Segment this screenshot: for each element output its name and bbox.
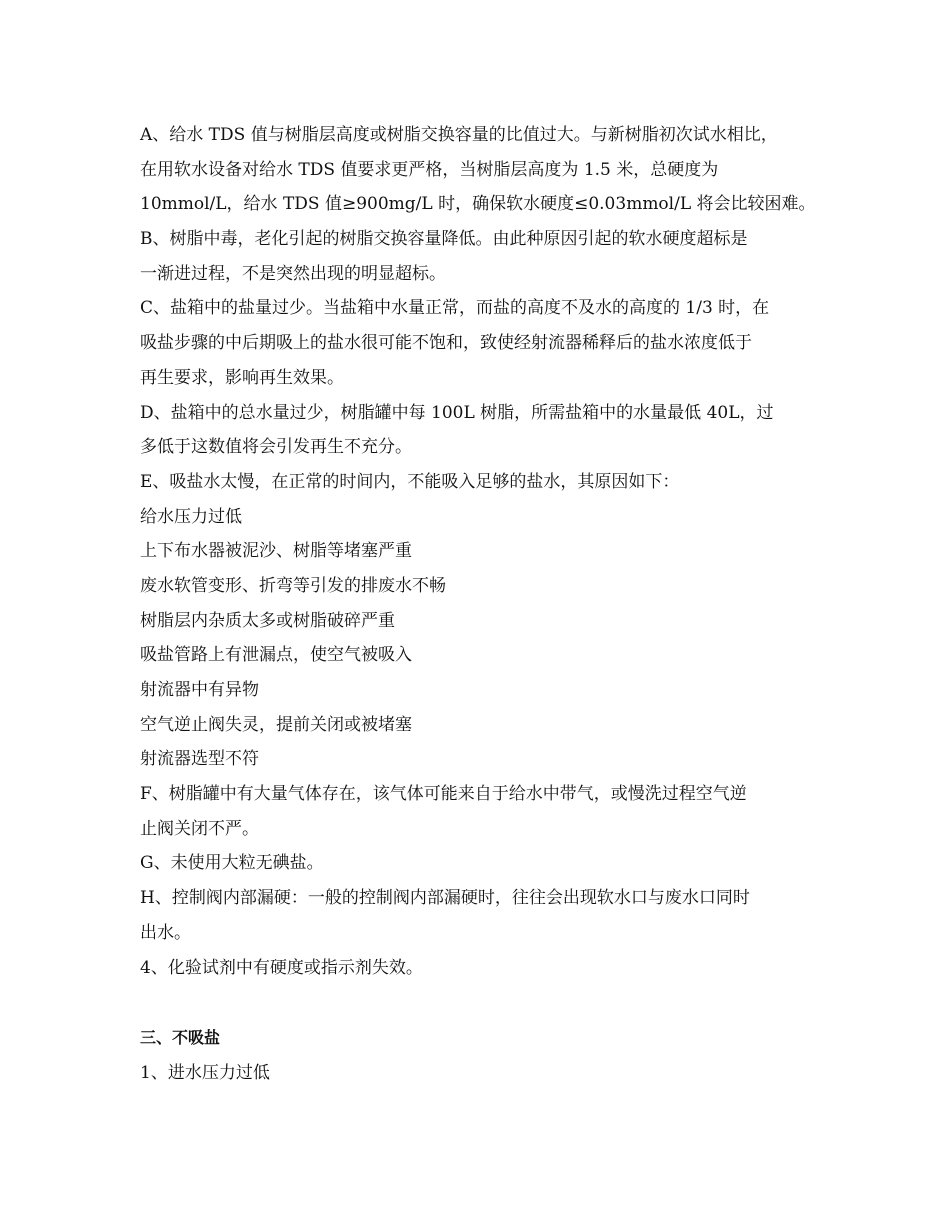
section-spacer — [140, 985, 820, 1021]
text-line: 吸盐步骤的中后期吸上的盐水很可能不饱和，致使经射流器稀释后的盐水浓度低于 — [140, 333, 752, 354]
list-item: 射流器中有异物 — [140, 680, 259, 700]
list-item: 射流器选型不符 — [140, 749, 259, 770]
text-line: 出水。 — [140, 922, 191, 943]
text-line: 在用软水设备对给水 TDS 值要求更严格，当树脂层高度为 1.5 米，总硬度为 — [140, 159, 719, 180]
section-heading: 三、不吸盐 — [140, 1028, 221, 1048]
list-item: 给水压力过低 — [140, 506, 242, 527]
text-line: 再生要求，影响再生效果。 — [140, 367, 344, 388]
list-item: 吸盐管路上有泄漏点，使空气被吸入 — [140, 645, 412, 666]
text-line: G、未使用大粒无碘盐。 — [140, 853, 324, 874]
text-line: 多低于这数值将会引发再生不充分。 — [140, 437, 412, 458]
list-item: 废水软管变形、折弯等引发的排废水不畅 — [140, 575, 446, 596]
text-line: E、吸盐水太慢，在正常的时间内，不能吸入足够的盐水，其原因如下： — [140, 471, 680, 492]
document-page — [140, 118, 820, 1091]
text-line: 1、进水压力过低 — [140, 1062, 270, 1083]
text-line: A、给水 TDS 值与树脂层高度或树脂交换容量的比值过大。与新树脂初次试水相比， — [140, 125, 778, 145]
text-line: 一渐进过程，不是突然出现的明显超标。 — [140, 263, 446, 284]
list-item: 上下布水器被泥沙、树脂等堵塞严重 — [140, 541, 412, 562]
paragraph-block — [140, 118, 820, 985]
list-item: 空气逆止阀失灵，提前关闭或被堵塞 — [140, 714, 412, 735]
text-line: 4、化验试剂中有硬度或指示剂失效。 — [140, 957, 423, 978]
text-line: D、盐箱中的总水量过少，树脂罐中每 100L 树脂，所需盐箱中的水量最低 40L，过 — [140, 402, 774, 423]
text-line: F、树脂罐中有大量气体存在，该气体可能来自于给水中带气，或慢洗过程空气逆 — [140, 784, 747, 805]
text-line: B、树脂中毒，老化引起的树脂交换容量降低。由此种原因引起的软水硬度超标是 — [140, 229, 748, 250]
text-line: 止阀关闭不严。 — [140, 818, 259, 839]
text-line: H、控制阀内部漏硬：一般的控制阀内部漏硬时，往往会出现软水口与废水口同时 — [140, 888, 750, 909]
text-line: 10mmol/L，给水 TDS 值≥900mg/L 时，确保软水硬度≤0.03mmol/L 将会比较困难。 — [140, 194, 816, 215]
text-line: C、盐箱中的盐量过少。当盐箱中水量正常，而盐的高度不及水的高度的 1/3 时，在 — [140, 298, 770, 319]
list-item: 树脂层内杂质太多或树脂破碎严重 — [140, 610, 395, 631]
